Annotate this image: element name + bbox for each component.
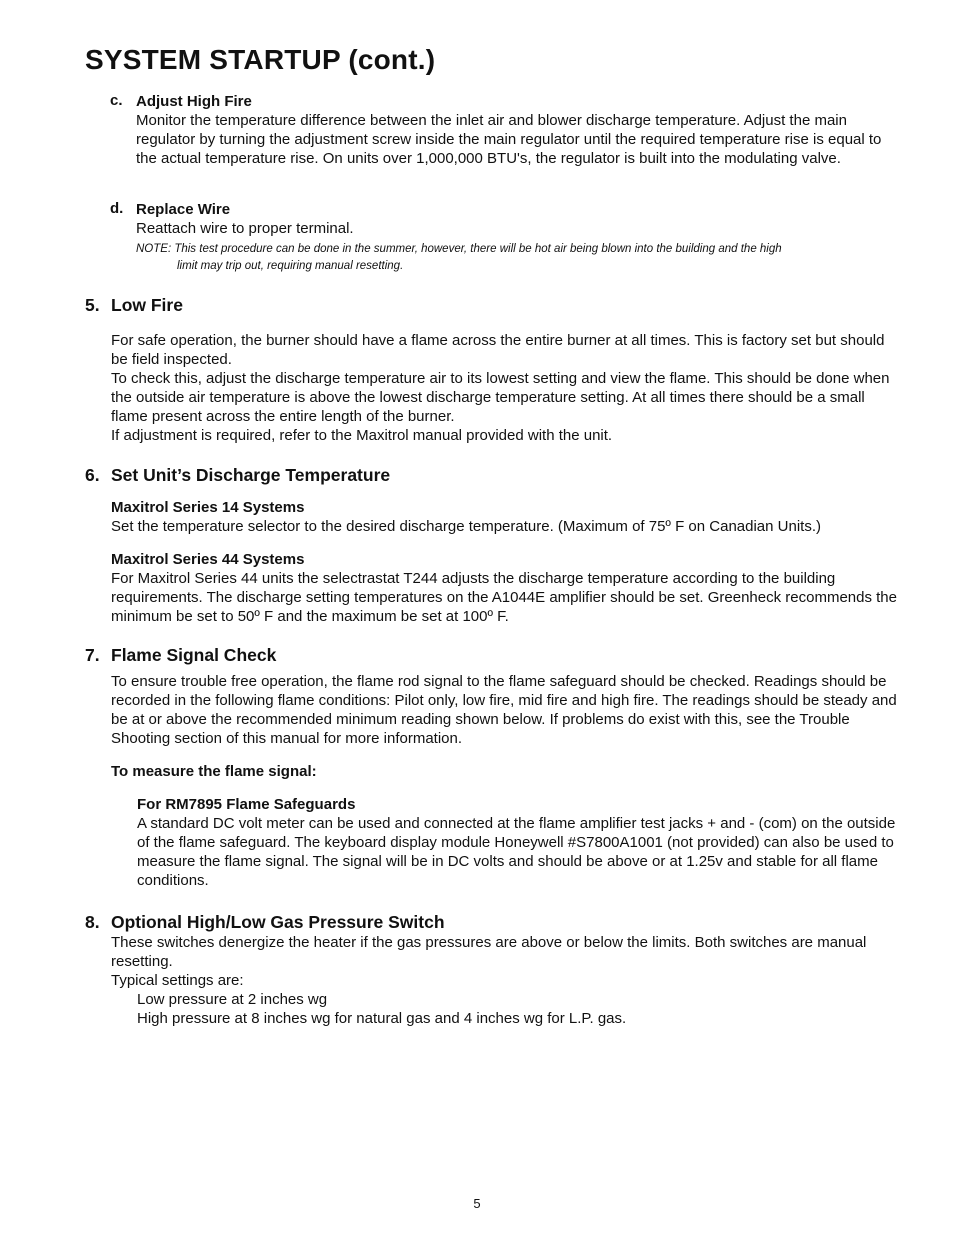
section-5-heading [85,294,900,316]
section-7-heading [85,644,900,666]
step-d-text: Reattach wire to proper terminal. [136,220,354,237]
step-c-adjust-high-fire [110,92,900,168]
measure-flame-signal-heading: To measure the flame signal: [111,763,317,780]
low-fire-paragraph-3: If adjustment is required, refer to the Maxitrol manual provided with the unit. [111,427,613,444]
section-gas-pressure-switch [85,911,900,1028]
step-c-text: Monitor the temperature difference between the inlet air and blower discharge temperature. Adjust the main regulator by turning the adjustment screw inside the main regulator until the required temperature rise is equal to the actual temperature rise. On units over 1,000,000 BTU's, the regulator is built into the modulating valve. [136,112,882,167]
step-c-heading: Adjust High Fire [136,93,252,110]
gas-pressure-paragraph: These switches denergize the heater if the gas pressures are above or below the limits. Both switches are manual resetting. [111,934,867,970]
section-6-title: Set Unit’s Discharge Temperature [111,465,391,485]
step-d-note: NOTE: This test procedure can be done in the summer, however, there will be hot air being blown into the building and the high limit may trip out, requiring manual resetting. [136,243,782,272]
rm7895-text: A standard DC volt meter can be used and connected at the flame amplifier test jacks + and - (com) on the outside of the flame safeguard. The keyboard display module Honeywell #S7800A1001 (not provided) can also be used to measure the flame signal. The signal will be in DC volts and should be above or at 1.25v and stable for all flame conditions. [137,815,896,889]
step-c-label: c. [110,92,123,109]
section-6-number: 6. [85,465,100,485]
flame-signal-paragraph: To ensure trouble free operation, the flame rod signal to the flame safeguard should be checked. Readings should be recorded in the following flame conditions: Pilot only, low fire, mid fire and high fire. The readings should be steady and be at or above the recommended minimum reading shown below. If problems do exist with this, see the Trouble Shooting section of this manual for more information. [111,673,897,747]
step-d-label: d. [110,200,124,217]
section-5-number: 5. [85,295,100,315]
section-5-title: Low Fire [111,295,183,315]
step-d-heading: Replace Wire [136,201,231,218]
section-7-title: Flame Signal Check [111,645,277,665]
section-flame-signal-check [85,644,900,890]
series-14-text: Set the temperature selector to the desired discharge temperature. (Maximum of 75º F on Canadian Units.) [111,518,821,535]
section-8-title: Optional High/Low Gas Pressure Switch [111,912,445,932]
section-low-fire [85,294,900,445]
series-44-heading: Maxitrol Series 44 Systems [111,551,305,568]
page-title: SYSTEM STARTUP (cont.) [85,44,436,75]
section-6-heading [85,464,900,486]
section-7-number: 7. [85,645,100,665]
section-8-number: 8. [85,912,100,932]
page-number: 5 [473,1196,481,1211]
step-d-replace-wire [110,200,900,275]
rm7895-heading: For RM7895 Flame Safeguards [137,796,356,813]
low-fire-paragraph-1: For safe operation, the burner should have a flame across the entire burner at all times. This is factory set but should be field inspected. [111,332,885,368]
low-pressure-setting: Low pressure at 2 inches wg [137,991,328,1008]
low-fire-paragraph-2: To check this, adjust the discharge temperature air to its lowest setting and view the flame. This should be done when the outside air temperature is above the lowest discharge temperature setting. At all times there should be a small flame present across the entire length of the burner. [111,370,890,425]
series-44-text: For Maxitrol Series 44 units the selectrastat T244 adjusts the discharge temperature according to the building requirements. The discharge setting temperatures on the A1044E amplifier should be set. Greenheck recommends the minimum be set to 50º F and the maximum be set at 100º F. [111,570,897,625]
section-8-heading [85,911,900,933]
typical-settings-label: Typical settings are: [111,972,244,989]
high-pressure-setting: High pressure at 8 inches wg for natural gas and 4 inches wg for L.P. gas. [137,1010,627,1027]
section-discharge-temperature [85,464,900,626]
series-14-heading: Maxitrol Series 14 Systems [111,499,305,516]
